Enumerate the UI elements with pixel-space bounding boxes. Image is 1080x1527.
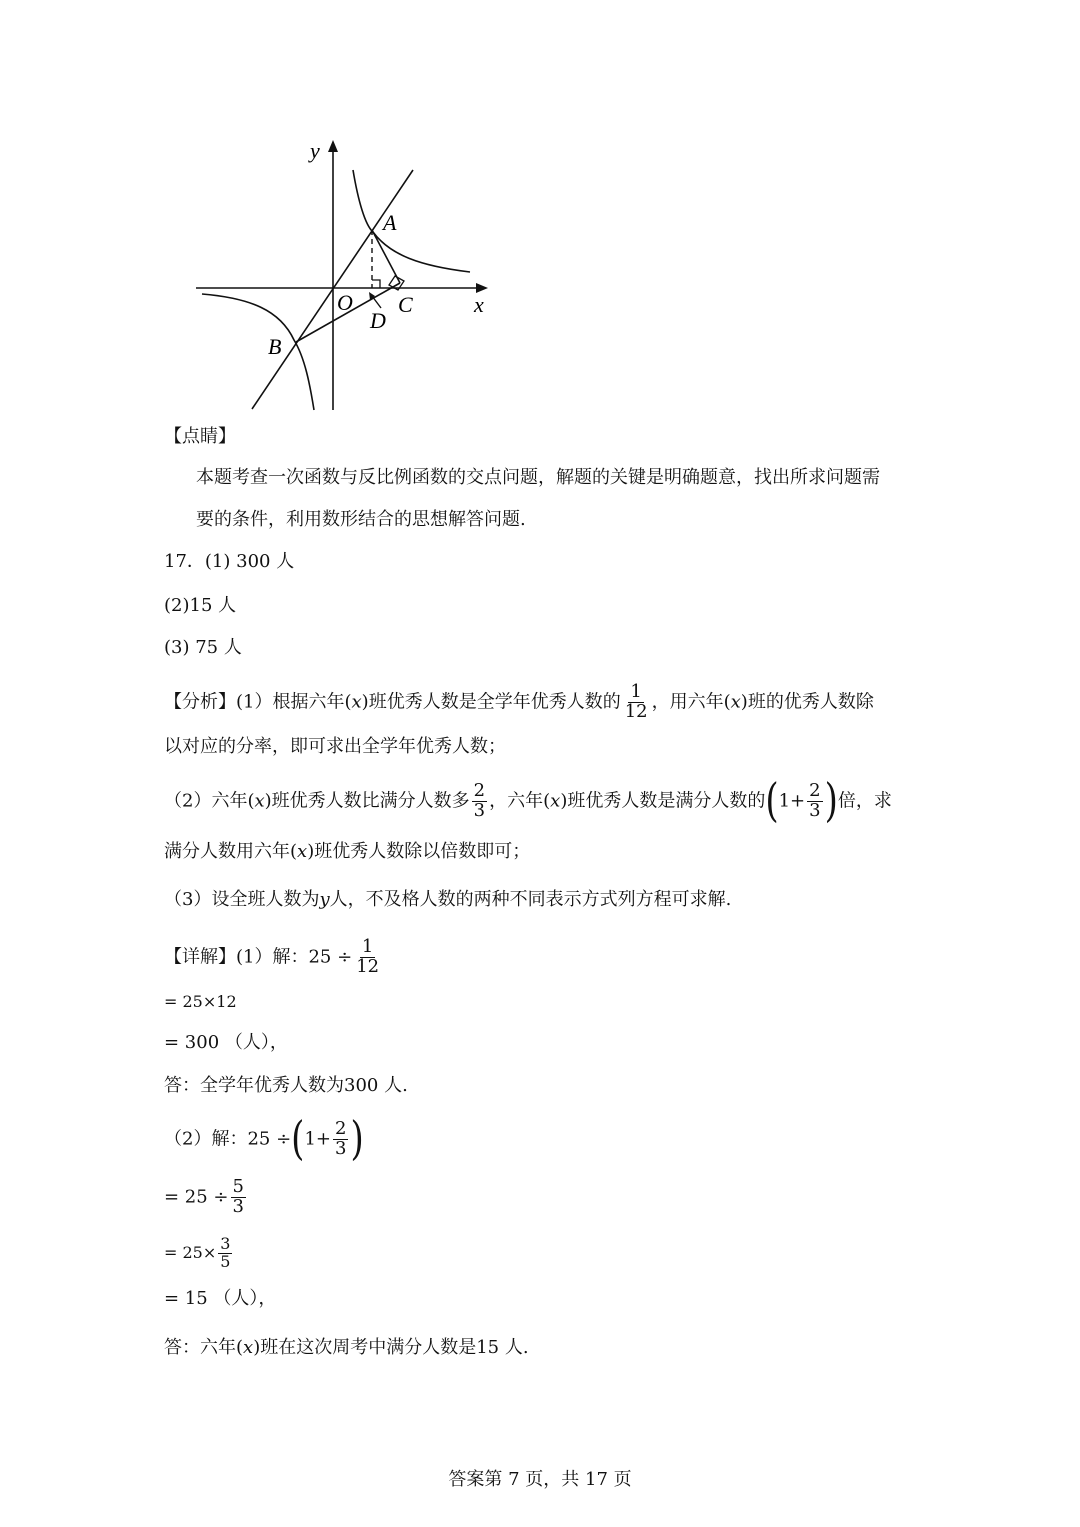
fenxi-text: 人，不及格人数的两种不同表示方式列方程可求解. [329,889,732,910]
fenxi-text: 班优秀人数除以倍数即可； [314,841,531,862]
right-angle-d [372,280,380,288]
paren-x: (x) [236,1337,261,1358]
dianjing-line-2: 要的条件，利用数形结合的思想解答问题. [196,509,526,530]
paren-x: (x) [344,691,369,713]
q17-answer-3: (3) 75 人 [164,637,242,658]
label-o: O [337,290,353,315]
graph-svg [190,130,510,420]
one-plus: 1+ [778,790,806,812]
coordinate-figure [190,130,510,420]
var-x: x [254,790,265,812]
dianjing-line-1: 本题考查一次函数与反比例函数的交点问题，解题的关键是明确题意，找出所求问题需 [196,467,880,488]
fenxi-text: ，六年 [489,790,544,812]
y-axis-arrow [328,140,338,152]
p2-step-2 [164,1178,1080,1217]
label-x: x [474,292,484,317]
fraction-3-5: $\frac{3}{5}$ [220,1234,231,1271]
paren-x: (x) [290,841,315,862]
d-pointer-line [372,296,381,308]
fenxi-line-1 [164,683,1080,722]
q17-answer-1 [164,550,1080,574]
big-paren-close: ) [350,1112,364,1167]
big-paren-close: ) [824,774,838,829]
p1-answer: 答：全学年优秀人数为300 人. [164,1075,408,1096]
var-x: x [351,691,362,713]
dianjing-title: 【点睛】 [164,426,236,447]
expr: = 25× [164,1242,217,1262]
fenxi-line-2: 以对应的分率，即可求出全学年优秀人数； [164,736,506,757]
p1-step-3: = 300 （人）， [164,1032,288,1053]
hyperbola-branch-2 [202,294,314,410]
fenxi-text: 倍，求 [837,790,892,812]
xiangjie-text: （2）解： [164,1128,248,1150]
fenxi-text: 班优秀人数是满分人数的 [567,790,766,812]
fenxi-line-4 [164,840,1080,864]
fenxi-line-5 [164,888,1080,912]
xiangjie-text: 答：六年 [164,1337,236,1358]
paren-x: (x) [723,691,748,713]
label-d: D [370,308,386,333]
var-x: x [243,1337,254,1358]
fraction-5-3: $\frac{5}{3}$ [232,1176,244,1217]
xiangjie-text: 班在这次周考中满分人数是15 人. [260,1337,529,1358]
fenxi-text: 满分人数用六年 [164,841,290,862]
one-plus: 1+ [304,1128,331,1150]
fenxi-text: (1）根据六年 [236,691,345,713]
q17-ans1: (1) 300 人 [204,551,295,572]
paren-x: (x) [543,790,568,812]
fenxi-text: ，用六年 [651,691,724,713]
big-paren-open: ( [765,774,779,829]
label-y: y [310,138,320,163]
fenxi-text: 班优秀人数比满分人数多 [271,790,470,812]
fraction-1-12: $\frac{1}{12}$ [356,936,380,977]
fenxi-text: 班优秀人数是全学年优秀人数的 [368,691,621,713]
segment-ac [372,230,400,283]
var-y: y [319,889,330,910]
xiangjie-text: (1）解： [236,946,309,968]
hyperbola-branch-1 [353,170,470,272]
expr: 25 ÷ [308,946,353,968]
q17-number: 17． [164,551,205,572]
paren-x: (x) [247,790,272,812]
expr: 25 ÷ [247,1128,292,1150]
big-paren-open: ( [291,1112,305,1167]
fenxi-text: （3）设全班人数为 [164,889,320,910]
label-a: A [383,210,397,235]
q17-answer-2: (2)15 人 [164,595,237,616]
p2-answer [164,1336,1080,1360]
expr: = 25 ÷ [164,1186,229,1208]
fenxi-tag: 【分析】 [164,691,236,713]
fraction-1-12: $\frac{1}{12}$ [624,681,648,722]
fenxi-line-3 [164,774,1080,829]
p1-step-2: = 25×12 [164,992,237,1011]
xiangjie-line-1 [164,938,1080,977]
label-c: C [398,292,413,317]
var-x: x [730,691,741,713]
var-x: x [550,790,561,812]
fraction-2-3: $\frac{2}{3}$ [809,780,821,821]
page-footer: 答案第 7 页，共 17 页 [448,1469,632,1490]
fraction-2-3: $\frac{2}{3}$ [334,1118,347,1159]
xiangjie-tag: 【详解】 [164,946,236,968]
fenxi-text: （2）六年 [164,790,248,812]
fenxi-text: 班的优秀人数除 [747,691,874,713]
var-x: x [297,841,308,862]
label-b: B [268,334,282,359]
p2-step-4: = 15 （人）， [164,1288,277,1309]
p2-step-3 [164,1236,1080,1271]
p2-line-1 [164,1112,1080,1167]
fraction-2-3: $\frac{2}{3}$ [473,780,486,821]
